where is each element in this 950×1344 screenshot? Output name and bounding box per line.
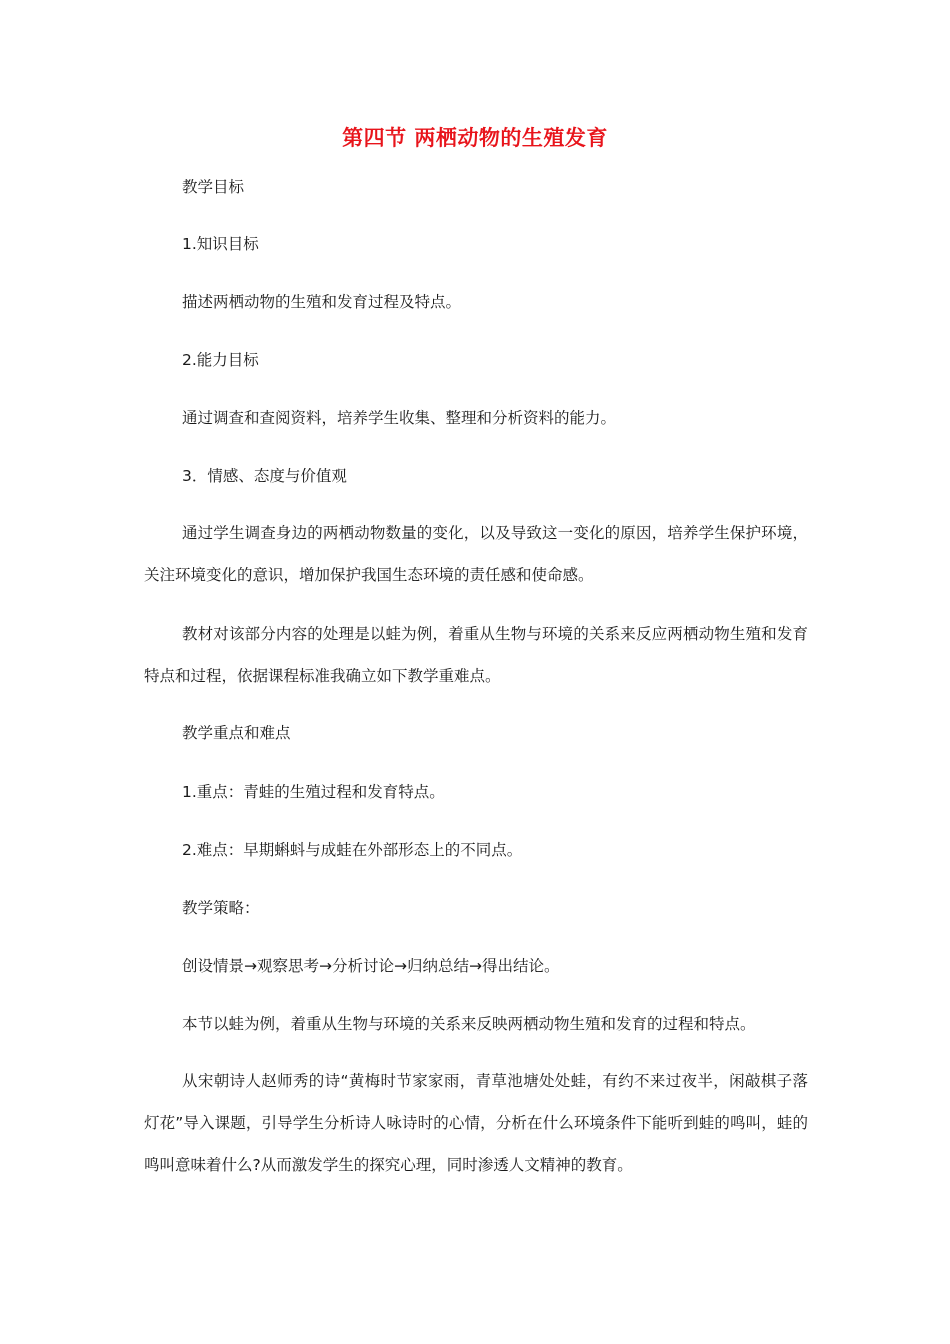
paragraph-poem-introduction: 从宋朝诗人赵师秀的诗“黄梅时节家家雨，青草池塘处处蛙，有约不来过夜半，闲敲棋子落灯花”导入课题，引导学生分析诗人咏诗时的心情，分析在什么环境条件下能听到蛙的鸣叫，蛙的鸣叫意味着什么?从而激发学生的探究心理，同时渗透人文精神的教育。 xyxy=(144,1072,808,1174)
paragraph-material-handling: 教材对该部分内容的处理是以蛙为例，着重从生物与环境的关系来反应两栖动物生殖和发育特点和过程，依据课程标准我确立如下教学重难点。 xyxy=(144,625,808,685)
heading-key-difficult-points: 教学重点和难点 xyxy=(182,724,291,742)
subheading-ability-objective: 2.能力目标 xyxy=(182,351,259,369)
paragraph-section-summary: 本节以蛙为例，着重从生物与环境的关系来反映两栖动物生殖和发育的过程和特点。 xyxy=(182,1015,756,1033)
subheading-knowledge-objective: 1.知识目标 xyxy=(182,235,259,253)
heading-teaching-objectives: 教学目标 xyxy=(182,178,245,196)
page-title: 第四节 两栖动物的生殖发育 xyxy=(342,126,608,150)
list-item-difficult-point: 2.难点：早期蝌蚪与成蛙在外部形态上的不同点。 xyxy=(182,841,523,859)
paragraph-knowledge-description: 描述两栖动物的生殖和发育过程及特点。 xyxy=(182,293,462,311)
paragraph-emotion-description: 通过学生调查身边的两栖动物数量的变化，以及导致这一变化的原因，培养学生保护环境，关注环境变化的意识，增加保护我国生态环境的责任感和使命感。 xyxy=(144,524,808,584)
subheading-emotion-values: 3．情感、态度与价值观 xyxy=(182,467,347,485)
paragraph-strategy-flow: 创设情景→观察思考→分析讨论→归纳总结→得出结论。 xyxy=(182,957,560,975)
heading-teaching-strategy: 教学策略： xyxy=(182,899,260,917)
list-item-key-point: 1.重点：青蛙的生殖过程和发育特点。 xyxy=(182,783,445,801)
paragraph-ability-description: 通过调查和查阅资料，培养学生收集、整理和分析资料的能力。 xyxy=(182,409,617,427)
